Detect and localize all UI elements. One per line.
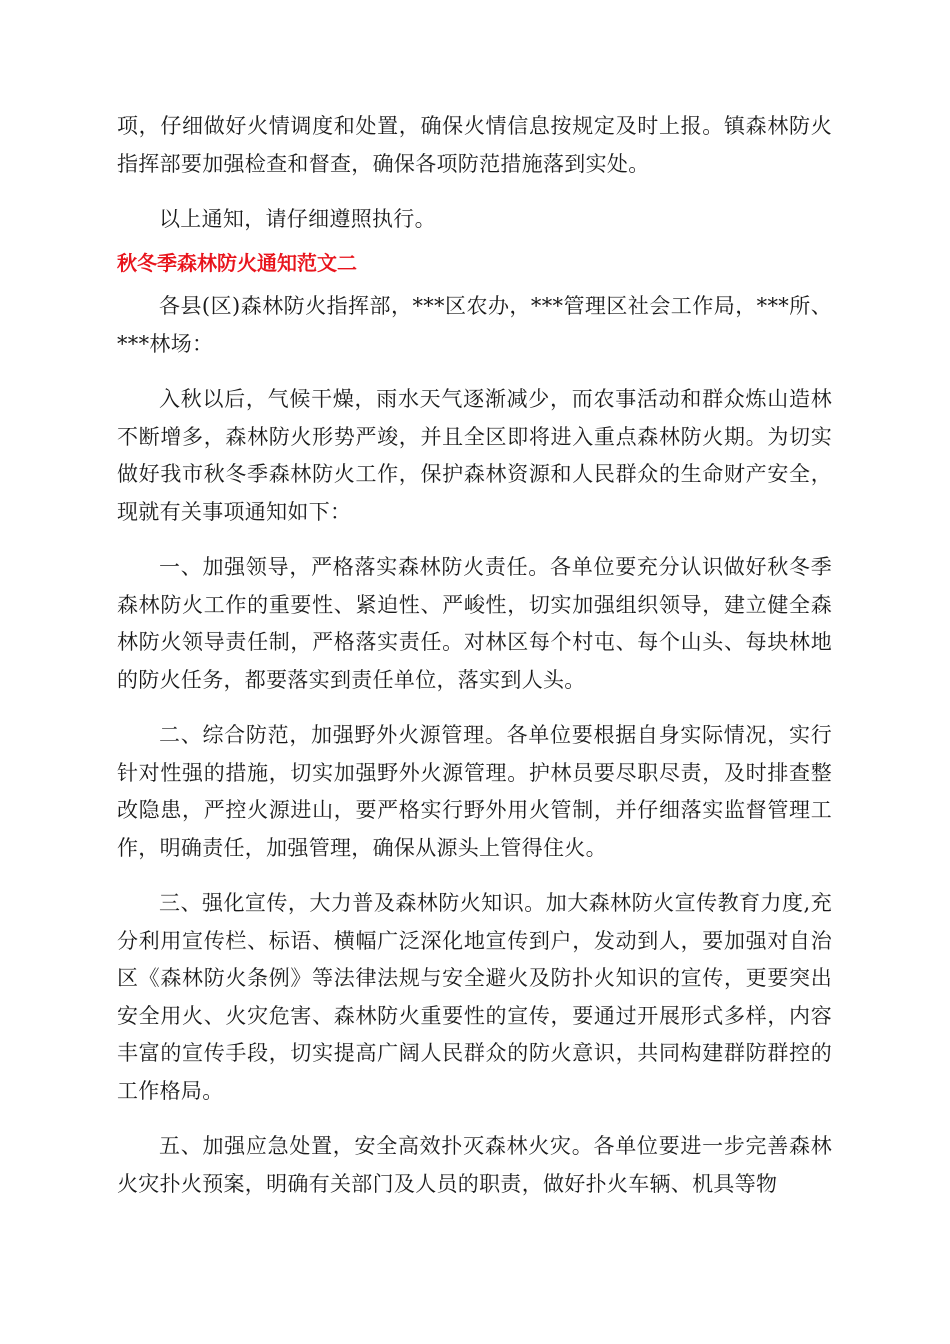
paragraph-item-2: 二、综合防范，加强野外火源管理。各单位要根据自身实际情况，实行针对性强的措施，切实加强野外火源管理。护林员要尽职尽责，及时排查整改隐患，严控火源进山，要严格实行野外用火管制，并仔细落实监督管理工作，明确责任，加强管理，确保从源头上管得住火。 (117, 723, 832, 860)
paragraph-item-1: 一、加强领导，严格落实森林防火责任。各单位要充分认识做好秋冬季森林防火工作的重要性、紧迫性、严峻性，切实加强组织领导，建立健全森林防火领导责任制，严格落实责任。对林区每个村屯、每个山头、每块林地的防火任务，都要落实到责任单位，落实到人头。 (117, 555, 832, 692)
document-page (117, 108, 832, 1221)
paragraph-intro: 入秋以后，气候干燥，雨水天气逐渐减少，而农事活动和群众炼山造林不断增多，森林防火形势严竣，并且全区即将进入重点森林防火期。为切实做好我市秋冬季森林防火工作，保护森林资源和人民群众的生命财产安全，现就有关事项通知如下： (117, 387, 832, 524)
paragraph-continuation: 项，仔细做好火情调度和处置，确保火情信息按规定及时上报。镇森林防火指挥部要加强检查和督查，确保各项防范措施落到实处。 (117, 114, 832, 176)
paragraph-item-5: 五、加强应急处置，安全高效扑灭森林火灾。各单位要进一步完善森林火灾扑火预案，明确有关部门及人员的职责，做好扑火车辆、机具等物 (117, 1134, 832, 1196)
paragraph-closing: 以上通知，请仔细遵照执行。 (159, 207, 436, 231)
paragraph-item-3: 三、强化宣传，大力普及森林防火知识。加大森林防火宣传教育力度,充分利用宣传栏、标语、横幅广泛深化地宣传到户，发动到人，要加强对自治区《森林防火条例》等法律法规与安全避火及防扑火知识的宣传，更要突出安全用火、火灾危害、森林防火重要性的宣传，要通过开展形式多样，内容丰富的宣传手段，切实提高广阔人民群众的防火意识，共同构建群防群控的工作格局。 (117, 891, 832, 1103)
section-heading: 秋冬季森林防火通知范文二 (117, 250, 357, 275)
paragraph-addressee: 各县(区)森林防火指挥部，***区农办，***管理区社会工作局，***所、***林场： (117, 294, 832, 356)
